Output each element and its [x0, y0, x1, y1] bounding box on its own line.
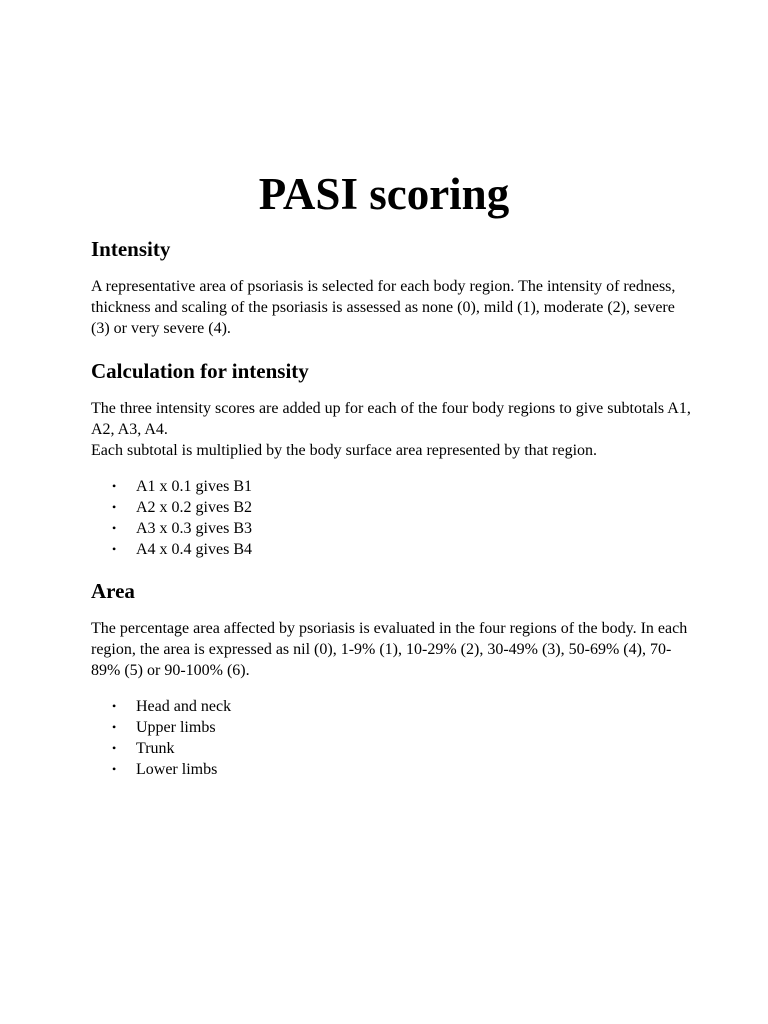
bullet-icon: • — [112, 699, 117, 713]
document-content — [91, 166, 691, 780]
area-bullet-list — [91, 696, 691, 780]
section-heading-calculation: Calculation for intensity — [91, 359, 309, 383]
list-item — [91, 518, 691, 539]
list-item — [91, 759, 691, 780]
bullet-icon: • — [112, 762, 117, 776]
intensity-paragraph: A representative area of psoriasis is selected for each body region. The intensity of redness, thickness and scaling of the psoriasis is assessed as none (0), mild (1), moderate (2), severe (3) or very severe (4). — [91, 278, 676, 337]
list-item — [91, 696, 691, 717]
bullet-icon: • — [112, 741, 117, 755]
list-item — [91, 717, 691, 738]
list-item-text: A3 x 0.3 gives B3 — [136, 520, 252, 537]
calculation-paragraph-1: The three intensity scores are added up for each of the four body regions to give subtotals A1, A2, A3, A4. — [91, 400, 691, 438]
calculation-bullet-list — [91, 476, 691, 560]
bullet-icon: • — [112, 479, 117, 493]
list-item — [91, 539, 691, 560]
calculation-paragraph-2: Each subtotal is multiplied by the body surface area represented by that region. — [91, 442, 598, 459]
page-title: PASI scoring — [258, 169, 510, 219]
list-item-text: Lower limbs — [136, 761, 218, 778]
area-paragraph: The percentage area affected by psoriasis is evaluated in the four regions of the body. In each region, the area is expressed as nil (0), 1-9% (1), 10-29% (2), 30-49% (3), 50-69% (4), 70-89% (5) or 90-100% (6). — [91, 620, 688, 679]
list-item-text: A4 x 0.4 gives B4 — [136, 541, 252, 558]
list-item — [91, 476, 691, 497]
section-heading-intensity: Intensity — [91, 237, 171, 261]
list-item-text: A2 x 0.2 gives B2 — [136, 499, 252, 516]
list-item-text: Trunk — [136, 740, 175, 757]
list-item — [91, 738, 691, 759]
list-item-text: Head and neck — [136, 698, 232, 715]
bullet-icon: • — [112, 720, 117, 734]
bullet-icon: • — [112, 500, 117, 514]
list-item-text: Upper limbs — [136, 719, 216, 736]
bullet-icon: • — [112, 542, 117, 556]
list-item-text: A1 x 0.1 gives B1 — [136, 478, 252, 495]
bullet-icon: • — [112, 521, 117, 535]
section-heading-area: Area — [91, 579, 135, 603]
list-item — [91, 497, 691, 518]
